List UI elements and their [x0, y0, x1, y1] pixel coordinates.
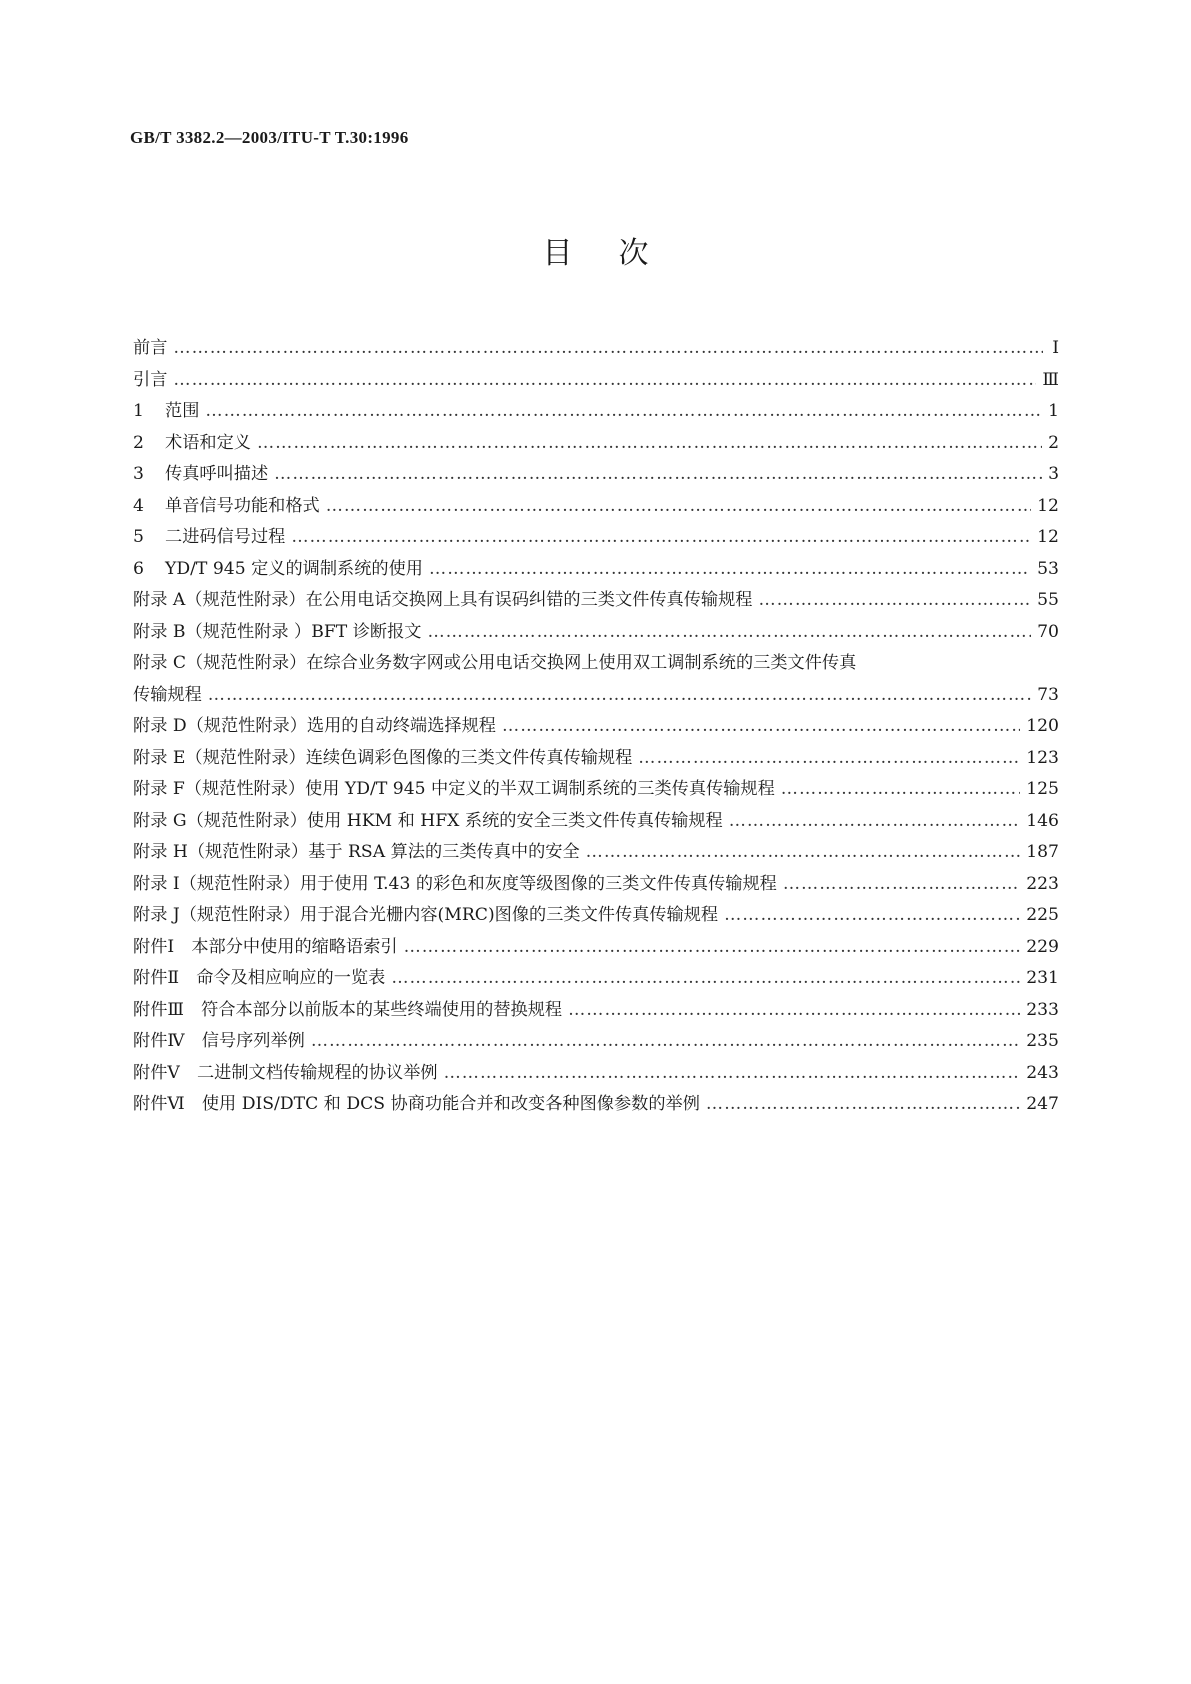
toc-entry-page: 12	[1037, 527, 1059, 547]
toc-entry-number: 1	[133, 401, 144, 421]
toc-entry[interactable]	[133, 428, 1059, 460]
toc-entry-label: 附录 A（规范性附录）在公用电话交换网上具有误码纠错的三类文件传真传输规程	[133, 590, 753, 610]
toc-entry[interactable]	[133, 365, 1059, 397]
dot-leader	[568, 1000, 1020, 1020]
toc-entry-page: 225	[1026, 905, 1059, 925]
toc-entry-page: 146	[1026, 810, 1059, 831]
toc-entry[interactable]	[133, 963, 1059, 995]
dot-leader	[257, 433, 1042, 453]
toc-entry-page: 233	[1026, 999, 1059, 1020]
toc-entry[interactable]	[133, 648, 1059, 680]
dot-leader	[502, 716, 1020, 736]
toc-entry[interactable]	[133, 459, 1059, 491]
toc-entry-label: 附录 G（规范性附录）使用 HKM 和 HFX 系统的安全三类文件传真传输规程	[133, 810, 723, 831]
toc-entry[interactable]	[133, 932, 1059, 964]
dot-leader	[326, 496, 1031, 516]
dot-leader	[729, 811, 1020, 831]
toc-entry-page: 229	[1026, 936, 1059, 957]
dot-leader	[173, 370, 1036, 390]
toc-entry-number: 6	[133, 558, 144, 579]
toc-entry-label: 术语和定义	[165, 432, 251, 453]
dot-leader	[781, 779, 1020, 799]
toc-entry[interactable]	[133, 617, 1059, 649]
toc-entry-page: 1	[1048, 401, 1059, 421]
standard-code-header: GB/T 3382.2—2003/ITU-T T.30:1996	[130, 128, 409, 147]
toc-entry[interactable]	[133, 1089, 1059, 1121]
dot-leader	[444, 1063, 1021, 1083]
toc-entry[interactable]	[133, 900, 1059, 932]
toc-entry-label: 二进码信号过程	[165, 527, 286, 547]
toc-entry-page: Ⅲ	[1042, 369, 1059, 390]
toc-entry-label: 传真呼叫描述	[165, 464, 269, 484]
toc-entry-page: 187	[1026, 842, 1059, 862]
dot-leader	[274, 464, 1042, 484]
toc-entry-page: 73	[1037, 684, 1059, 705]
dot-leader	[427, 622, 1031, 642]
toc-entry-label: 附录 E（规范性附录）连续色调彩色图像的三类文件传真传输规程	[133, 747, 633, 768]
dot-leader	[638, 748, 1020, 768]
toc-entry-page: 2	[1048, 432, 1059, 453]
toc-entry-label: 前言	[133, 338, 168, 358]
toc-entry-label: 范围	[165, 401, 200, 421]
toc-entry[interactable]	[133, 522, 1059, 554]
toc-entry[interactable]	[133, 491, 1059, 523]
toc-entry-label: 附件Ⅰ 本部分中使用的缩略语索引	[133, 936, 398, 957]
dot-leader	[205, 401, 1042, 421]
toc-entry-number: 2	[133, 432, 144, 453]
dot-leader	[783, 874, 1020, 894]
dot-leader	[173, 338, 1043, 358]
toc-entry-page: 53	[1037, 558, 1059, 579]
toc-entry-label: 单音信号功能和格式	[165, 495, 320, 516]
toc-entry-page: 123	[1026, 747, 1059, 768]
dot-leader	[586, 842, 1021, 862]
toc-entry-label: 附件Ⅴ 二进制文档传输规程的协议举例	[133, 1062, 438, 1083]
dot-leader	[724, 905, 1020, 925]
toc-entry[interactable]	[133, 554, 1059, 586]
toc-entry-page: 12	[1037, 495, 1059, 516]
toc-entry-page: 243	[1026, 1062, 1059, 1083]
toc-entry-page: 223	[1026, 873, 1059, 894]
toc-entry-page: 3	[1048, 464, 1059, 484]
toc-entry-label: 附件Ⅳ 信号序列举例	[133, 1031, 305, 1051]
toc-entry-label: 引言	[133, 369, 168, 390]
dot-leader	[291, 527, 1031, 547]
dot-leader	[208, 685, 1031, 705]
toc-entry[interactable]	[133, 711, 1059, 743]
toc-entry[interactable]	[133, 1058, 1059, 1090]
toc-entry[interactable]	[133, 743, 1059, 775]
toc-entry-number: 4	[133, 495, 144, 516]
toc-entry-page: 125	[1026, 779, 1059, 799]
toc-entry-page: 55	[1037, 590, 1059, 610]
toc-entry-label: 附录 C（规范性附录）在综合业务数字网或公用电话交换网上使用双工调制系统的三类文件传真	[133, 653, 857, 673]
toc-entry-label: 附录 D（规范性附录）选用的自动终端选择规程	[133, 716, 496, 736]
toc-entry[interactable]	[133, 869, 1059, 901]
toc-entry[interactable]	[133, 333, 1059, 365]
toc-entry-label: 附录 B（规范性附录 ）BFT 诊断报文	[133, 621, 422, 642]
toc-entry-label: 附件Ⅲ 符合本部分以前版本的某些终端使用的替换规程	[133, 999, 563, 1020]
toc-entry-page: 247	[1026, 1094, 1059, 1114]
toc-entry-page: 235	[1026, 1031, 1059, 1051]
page-title: 目次	[542, 236, 695, 271]
toc-entry-label: 附录 I（规范性附录）用于使用 T.43 的彩色和灰度等级图像的三类文件传真传输规程	[133, 873, 777, 894]
toc-entry-page: 70	[1037, 621, 1059, 642]
toc-entry-label: 附录 F（规范性附录）使用 YD/T 945 中定义的半双工调制系统的三类传真传输规程	[133, 779, 775, 799]
toc-entry[interactable]	[133, 1026, 1059, 1058]
dot-leader	[706, 1094, 1020, 1114]
table-of-contents	[133, 333, 1059, 1121]
toc-entry-number: 5	[133, 527, 144, 547]
toc-entry-label: 附录 J（规范性附录）用于混合光栅内容(MRC)图像的三类文件传真传输规程	[133, 905, 719, 925]
toc-entry[interactable]	[133, 837, 1059, 869]
toc-entry-page: 231	[1026, 968, 1059, 988]
toc-entry-label: 附件Ⅱ 命令及相应响应的一览表	[133, 968, 386, 988]
toc-entry[interactable]	[133, 806, 1059, 838]
toc-entry[interactable]	[133, 585, 1059, 617]
toc-entry-label: 传输规程	[133, 684, 202, 705]
dot-leader	[429, 559, 1031, 579]
toc-entry-page: 120	[1026, 716, 1059, 736]
toc-entry-label: YD/T 945 定义的调制系统的使用	[165, 558, 423, 579]
dot-leader	[758, 590, 1031, 610]
dot-leader	[391, 968, 1020, 988]
toc-entry-label: 附件Ⅵ 使用 DIS/DTC 和 DCS 协商功能合并和改变各种图像参数的举例	[133, 1094, 700, 1114]
toc-entry[interactable]	[133, 680, 1059, 712]
dot-leader	[311, 1031, 1020, 1051]
toc-entry[interactable]	[133, 396, 1059, 428]
toc-entry-page: Ⅰ	[1052, 338, 1059, 358]
toc-entry[interactable]	[133, 995, 1059, 1027]
toc-entry-label: 附录 H（规范性附录）基于 RSA 算法的三类传真中的安全	[133, 842, 580, 862]
toc-entry[interactable]	[133, 774, 1059, 806]
toc-entry-number: 3	[133, 464, 144, 484]
dot-leader	[404, 937, 1021, 957]
